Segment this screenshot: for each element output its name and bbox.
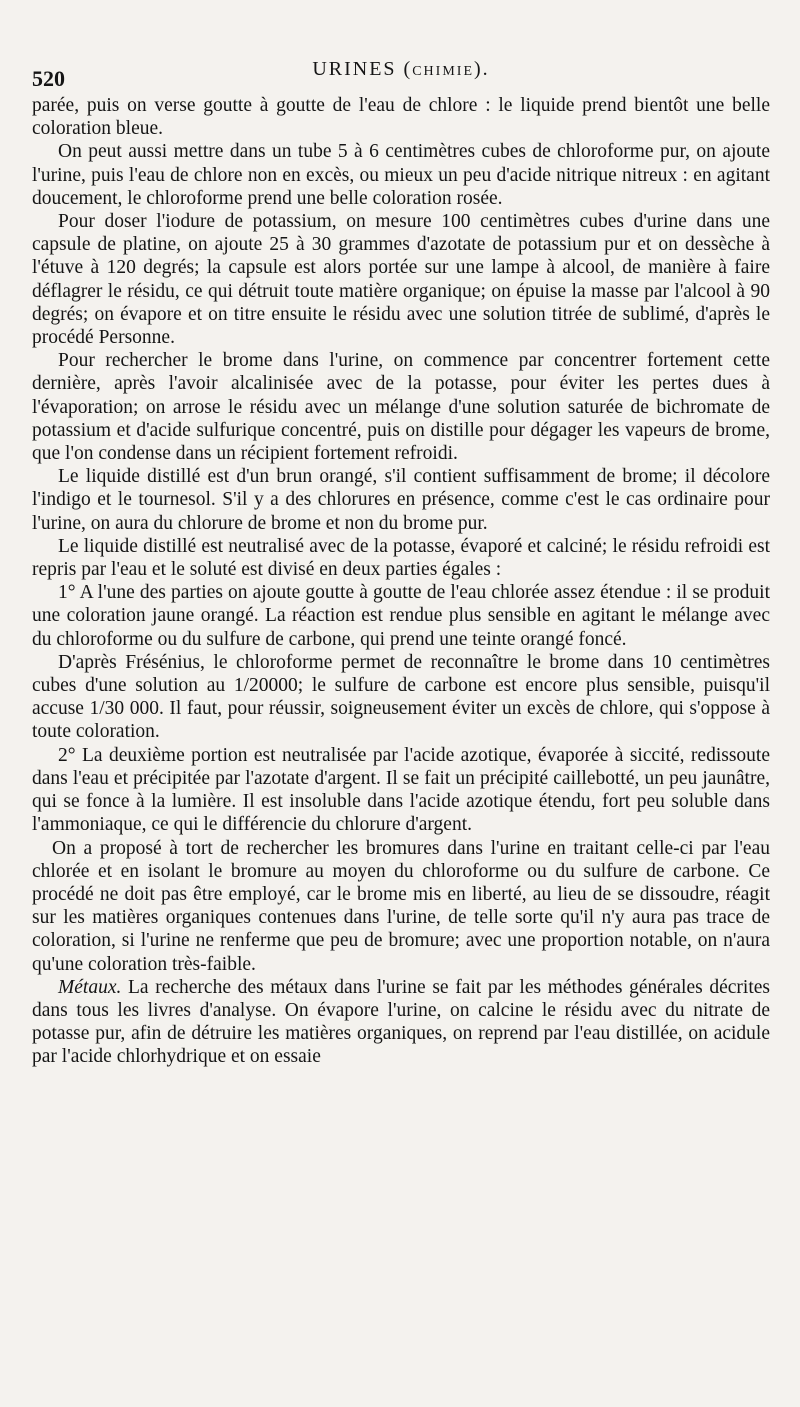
running-title-main: URINES: [312, 58, 397, 80]
paragraph-neutralisation: Le liquide distillé est neutralisé avec de la potasse, évaporé et calciné; le résidu refroidi est repris par l'eau et le soluté est divisé en deux parties égales :: [32, 535, 770, 581]
page-body: [32, 94, 770, 1069]
paragraph-bromures: On a proposé à tort de rechercher les bromures dans l'urine en traitant celle-ci par l'eau chlorée et en isolant le bromure au moyen du chloroforme ou du sulfure de carbone. Ce procédé ne doit pas être employé, car le brome mis en liberté, au lieu de se dissoudre, réagit sur les matières organiques contenues dans l'urine, de telle sorte qu'il n'y aura pas trace de coloration, si l'urine ne renferme que peu de bromure; avec une proportion notable, on n'aura qu'une coloration très-faible.: [32, 837, 770, 975]
running-title: [32, 58, 770, 81]
page-header: [32, 54, 770, 94]
running-title-sub: CHIMIE: [412, 64, 474, 79]
paragraph-liquide-distille: Le liquide distillé est d'un brun orangé, s'il contient suffisamment de brome; il décolore l'indigo et le tournesol. S'il y a des chlorures en présence, comme c'est le cas ordinaire pour l'urine, on aura du chlorure de brome et non du brome pur.: [32, 466, 770, 534]
metaux-text: La recherche des métaux dans l'urine se fait par les méthodes générales décrites dans tous les livres d'analyse. On évapore l'urine, on calcine le résidu avec du nitrate de potasse pur, afin de détruire les matières organiques, on reprend par l'eau distillée, on acidule par l'acide chlorhydrique et on essaie: [32, 976, 770, 1068]
paragraph-partie-1: 1° A l'une des parties on ajoute goutte à goutte de l'eau chlorée assez étendue : il se produit une coloration jaune orangé. La réaction est rendue plus sensible en agitant le mélange avec du chloroforme ou du sulfure de carbone, qui prend une teinte orangé foncé.: [32, 582, 770, 650]
metaux-label: Métaux.: [58, 976, 122, 998]
paragraph-continuation: parée, puis on verse goutte à goutte de l'eau de chlore : le liquide prend bientôt une belle coloration bleue.: [32, 95, 770, 140]
paragraph-metaux: [32, 976, 770, 1069]
running-title-open: (: [396, 58, 413, 80]
paragraph-partie-2: 2° La deuxième portion est neutralisée par l'acide azotique, évaporée à siccité, redissoute dans l'eau et précipitée par l'azotate d'argent. Il se fait un précipité caillebotté, un peu jaunâtre, qui se fonce à la lumière. Il est insoluble dans l'acide azotique étendu, fort peu soluble dans l'ammoniaque, ce qui le différencie du chlorure d'argent.: [32, 744, 770, 836]
page-number: 520: [32, 66, 65, 91]
paragraph-chloroform: On peut aussi mettre dans un tube 5 à 6 centimètres cubes de chloroforme pur, on ajoute l'urine, puis l'eau de chlore non en excès, ou mieux un peu d'acide nitrique nitreux : en agitant doucement, le chloroforme prend une belle coloration rosée.: [32, 141, 770, 209]
paragraph-iodure-dosage: Pour doser l'iodure de potassium, on mesure 100 centimètres cubes d'urine dans une capsule de platine, on ajoute 25 à 30 grammes d'azotate de potassium pur et on dessèche à l'étuve à 120 degrés; la capsule est alors portée sur une lampe à alcool, de manière à faire déflagrer le résidu, ce qui détruit toute matière organique; on épuise la masse par l'alcool à 90 degrés; on évapore et on titre ensuite le résidu avec une solution titrée de sublimé, d'après le procédé Personne.: [32, 211, 770, 349]
running-title-close: ).: [474, 58, 490, 80]
paragraph-fresenius: D'après Frésénius, le chloroforme permet de reconnaître le brome dans 10 centimètres cubes d'une solution au 1/20000; le sulfure de carbone est encore plus sensible, puisqu'il accuse 1/30 000. Il faut, pour réussir, soigneusement éviter un excès de chlore, qui s'oppose à toute coloration.: [32, 651, 770, 743]
paragraph-brome-recherche: Pour rechercher le brome dans l'urine, on commence par concentrer fortement cette dernière, après l'avoir alcalinisée avec de la potasse, pour éviter les pertes dues à l'évaporation; on arrose le résidu avec un mélange d'une solution saturée de bichromate de potassium et d'acide sulfurique concentré, puis on distille pour dégager les vapeurs de brome, que l'on condense dans un récipient fortement refroidi.: [32, 350, 770, 465]
